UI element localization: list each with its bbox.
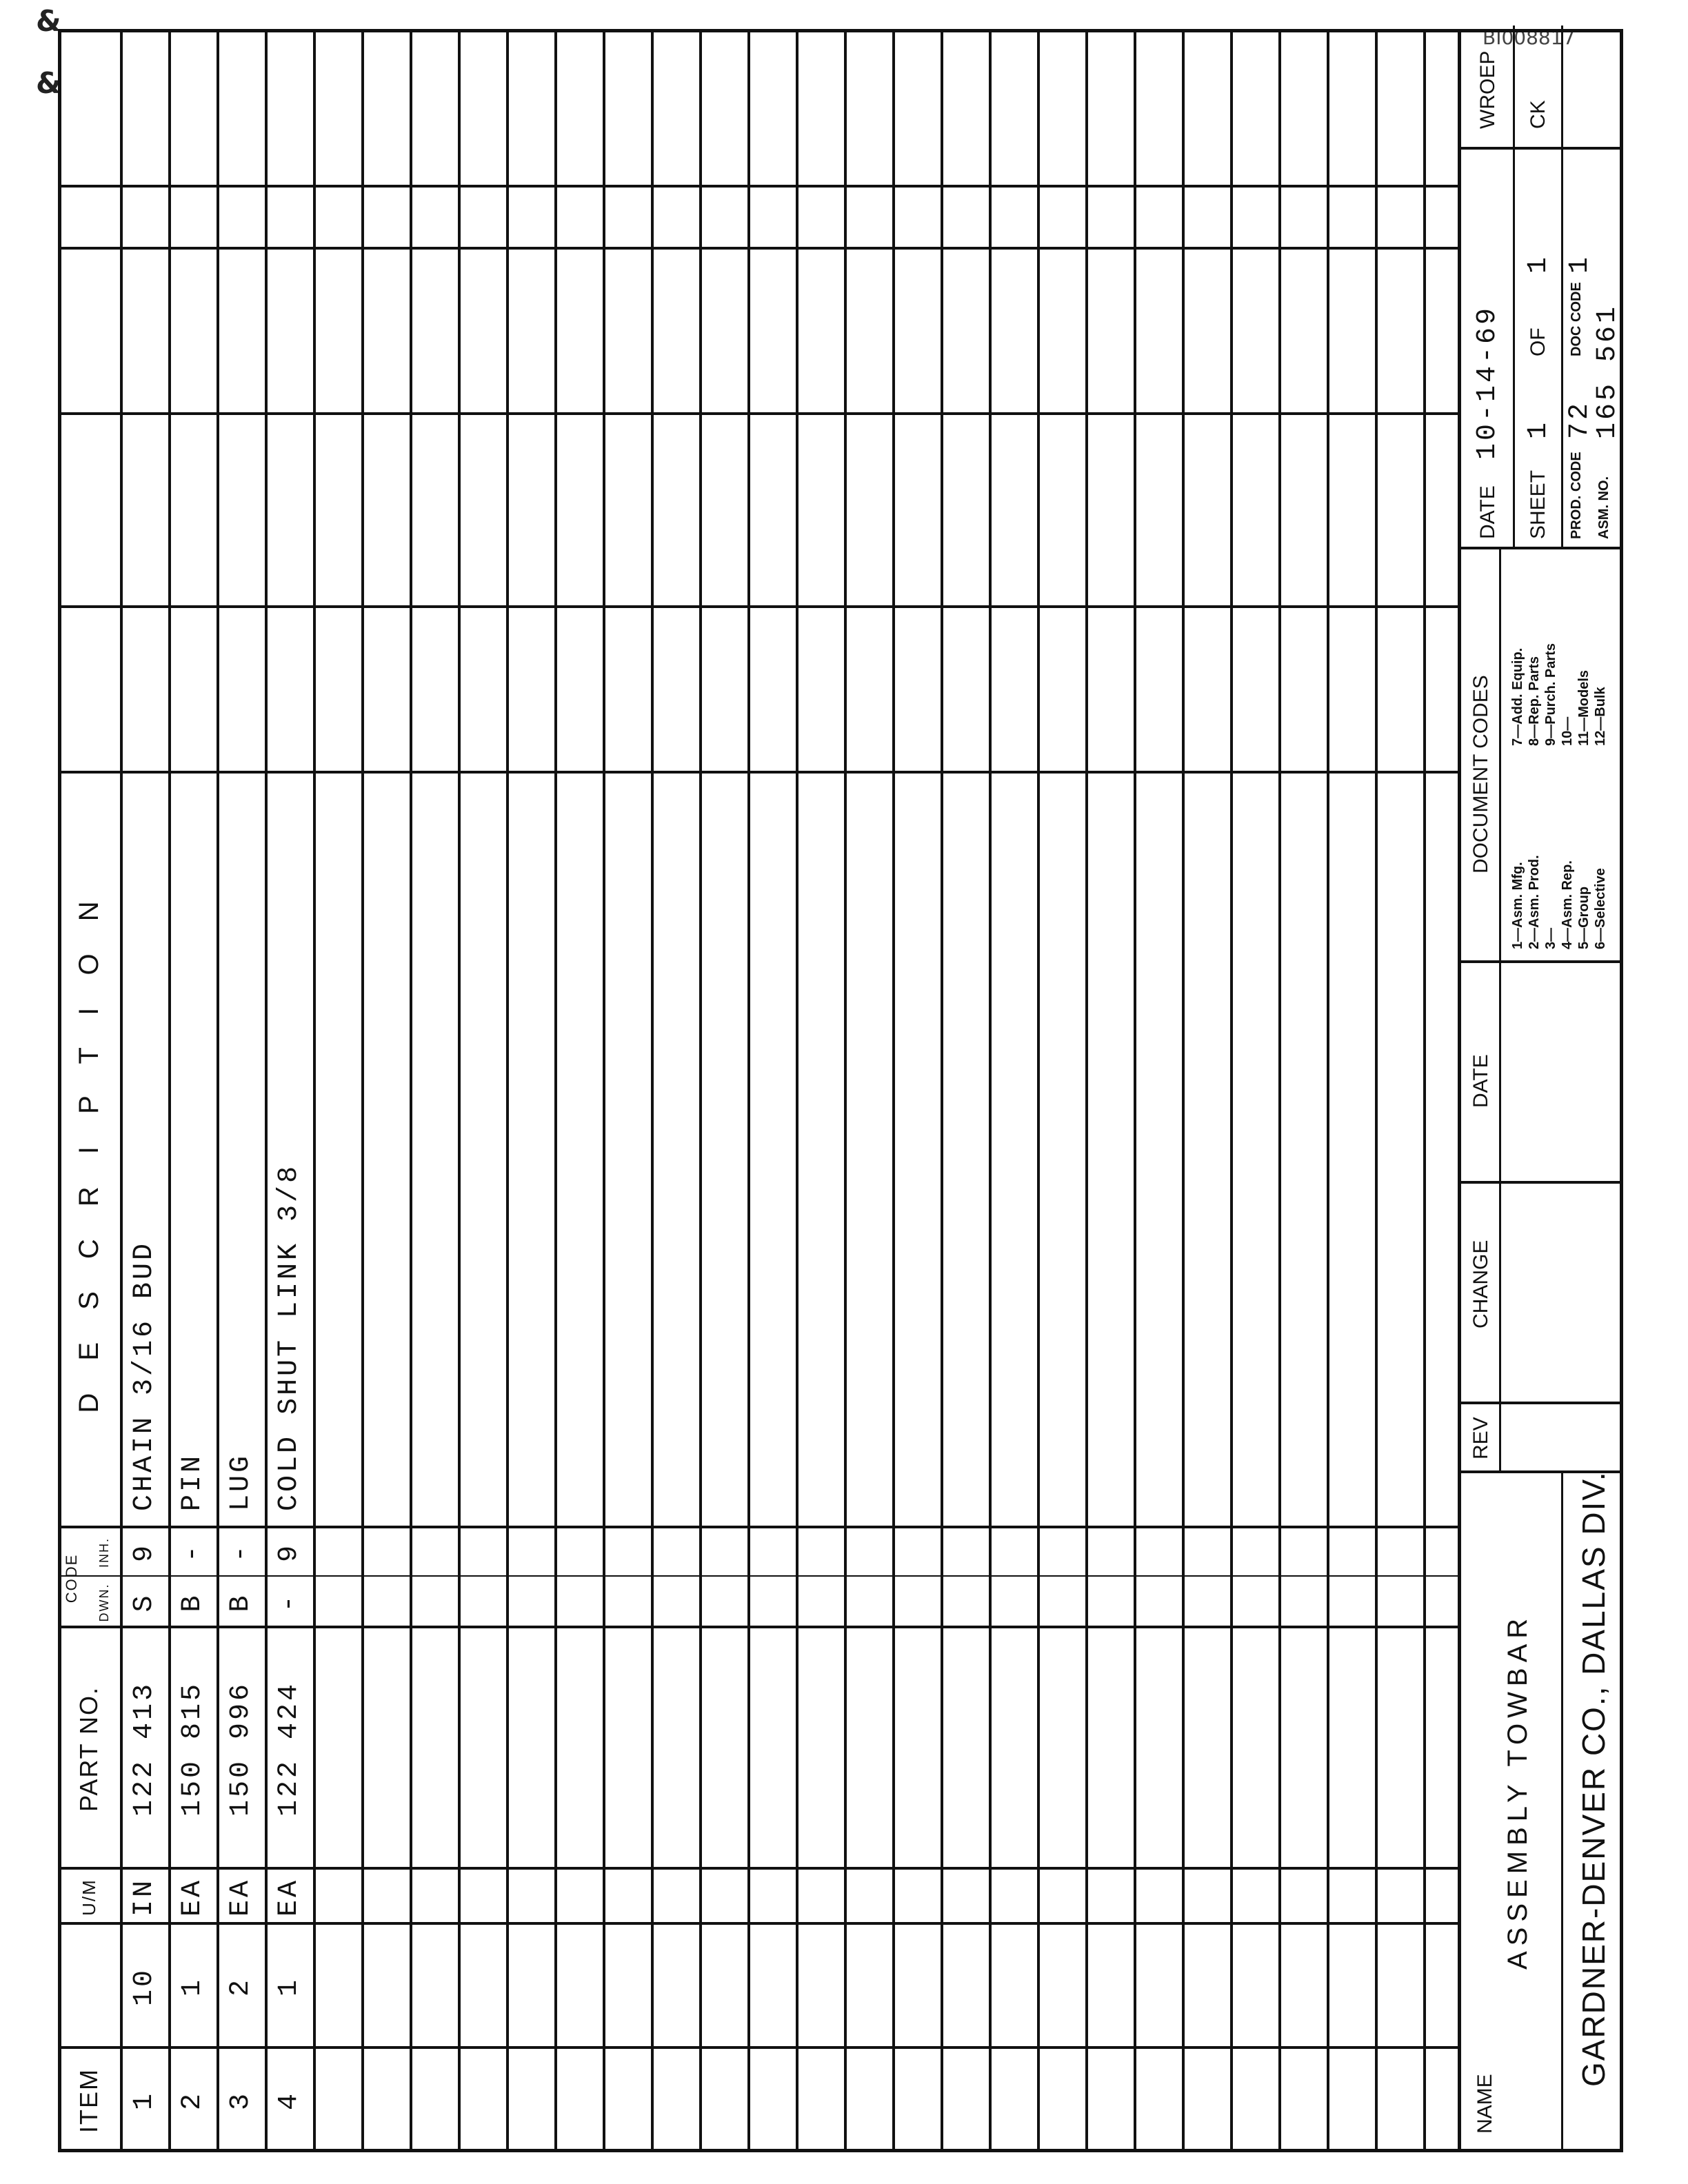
- rev-label: REV: [1469, 1417, 1492, 1459]
- row-line: [892, 29, 895, 2152]
- row-line: [361, 29, 364, 2152]
- row1-description: CHAIN 3/16 BUD: [128, 1240, 160, 1511]
- row-line: [1182, 29, 1185, 2152]
- wroep-label: WROEP: [1476, 50, 1499, 129]
- row-line: [941, 29, 943, 2152]
- prod-code-value: 72: [1565, 400, 1596, 439]
- row1-part-no: 122 413: [128, 1681, 160, 1817]
- row3-um: EA: [225, 1878, 257, 1917]
- asm-no-label: ASM. NO.: [1596, 476, 1611, 539]
- row-line: [989, 29, 992, 2152]
- row2-um: EA: [177, 1878, 208, 1917]
- tb-divider: [1461, 547, 1623, 549]
- row-line: [1375, 29, 1378, 2152]
- row4-qty: 1: [273, 1977, 305, 1997]
- row4-code-a: -: [273, 1593, 305, 1612]
- row3-item: 3: [225, 2091, 257, 2111]
- header-description: D E S C R I P T I O N: [73, 889, 104, 1413]
- row-line: [1085, 29, 1088, 2152]
- doc-code-label: DOC CODE: [1569, 282, 1584, 356]
- document-id: BI008817: [1483, 26, 1576, 49]
- row2-description: PIN: [177, 1453, 208, 1511]
- tb-divider: [1461, 1181, 1623, 1184]
- document-codes-left: 1—Asm. Mfg. 2—Asm. Prod. 3— 4—Asm. Rep. 5—Group 6—Selective: [1510, 855, 1608, 949]
- row1-code-a: S: [128, 1593, 160, 1612]
- row-line: [699, 29, 702, 2152]
- col-divider: [58, 247, 1461, 250]
- row-line: [554, 29, 557, 2152]
- row-line: [603, 29, 605, 2152]
- row-line: [1134, 29, 1136, 2152]
- row-line: [1327, 29, 1329, 2152]
- row4-part-no: 122 424: [273, 1681, 305, 1817]
- header-code-dwn: DWN.: [97, 1583, 111, 1622]
- header-code-inh: INH.: [97, 1537, 111, 1568]
- row2-qty: 1: [177, 1977, 208, 1997]
- header-code: CODE: [63, 1553, 80, 1604]
- row-line: [1278, 29, 1281, 2152]
- row-line: [651, 29, 654, 2152]
- row-line: [506, 29, 509, 2152]
- corner-mark-b: &: [36, 66, 61, 100]
- header-item: ITEM: [74, 2068, 103, 2133]
- row4-code-b: 9: [273, 1543, 305, 1563]
- row-line: [1230, 29, 1233, 2152]
- col-divider: [58, 771, 1461, 774]
- col-divider: [58, 185, 1461, 188]
- corner-mark-a: &: [36, 4, 61, 38]
- col-divider: [58, 605, 1461, 608]
- row3-description: LUG: [225, 1453, 257, 1511]
- tb-hline: [1499, 963, 1501, 1473]
- date-col-label: DATE: [1469, 1054, 1492, 1108]
- row3-code-b: -: [225, 1543, 257, 1563]
- tb-divider: [1461, 147, 1623, 150]
- col-divider: [58, 412, 1461, 415]
- row-line: [458, 29, 461, 2152]
- tb-hline: [1561, 1473, 1563, 2149]
- change-label: CHANGE: [1469, 1240, 1492, 1328]
- sheet-label: SHEET: [1527, 469, 1549, 539]
- document-codes-right: 7—Add. Equip. 8—Rep. Parts 9—Purch. Parts 10— 11—Models 12—Bulk: [1510, 643, 1608, 746]
- sheet-value: 1: [1523, 419, 1554, 439]
- header-qty: [58, 1925, 120, 2049]
- row-line: [1423, 29, 1426, 2152]
- doc-code-value: 1: [1565, 254, 1596, 274]
- date-label: DATE: [1476, 485, 1499, 539]
- tb-divider: [1461, 1402, 1623, 1404]
- row-line: [747, 29, 750, 2152]
- row3-part-no: 150 996: [225, 1681, 257, 1817]
- row-line: [796, 29, 798, 2152]
- row-line: [1037, 29, 1040, 2152]
- name-label: NAME: [1474, 2074, 1496, 2134]
- row3-code-a: B: [225, 1593, 257, 1612]
- ck-label: CK: [1527, 100, 1549, 129]
- parts-list-form: [58, 29, 1623, 2152]
- asm-no-value: 165 561: [1592, 303, 1623, 439]
- row-line: [410, 29, 412, 2152]
- title-block: [1461, 29, 1623, 2152]
- of-value: 1: [1523, 254, 1554, 274]
- row1-item: 1: [128, 2091, 160, 2111]
- row1-um: IN: [128, 1878, 160, 1917]
- tb-hline: [1561, 26, 1563, 549]
- row1-code-b: 9: [128, 1543, 160, 1563]
- document-codes-label: DOCUMENT CODES: [1469, 675, 1492, 873]
- assembly-name: ASSEMBLY TOWBAR: [1503, 1612, 1533, 1970]
- row3-qty: 2: [225, 1977, 257, 1997]
- tb-hline: [1513, 26, 1515, 549]
- row1-qty: 10: [128, 1968, 160, 2007]
- company-name: GARDNER-DENVER CO., DALLAS DIV.: [1576, 1470, 1611, 2087]
- date-value: 10-14-69: [1472, 305, 1503, 460]
- row2-code-a: B: [177, 1593, 208, 1612]
- prod-code-label: PROD. CODE: [1569, 452, 1584, 539]
- row2-code-b: -: [177, 1543, 208, 1563]
- row4-description: COLD SHUT LINK 3/8: [273, 1163, 305, 1511]
- row2-item: 2: [177, 2091, 208, 2111]
- header-um: U/M: [78, 1879, 99, 1916]
- row-line: [313, 29, 316, 2152]
- row4-um: EA: [273, 1878, 305, 1917]
- tb-hline: [1499, 549, 1501, 963]
- header-part-no: PART NO.: [74, 1686, 103, 1812]
- row-line: [844, 29, 847, 2152]
- row4-item: 4: [273, 2091, 305, 2111]
- row2-part-no: 150 815: [177, 1681, 208, 1817]
- of-label: OF: [1527, 327, 1549, 356]
- tb-divider: [1461, 960, 1623, 963]
